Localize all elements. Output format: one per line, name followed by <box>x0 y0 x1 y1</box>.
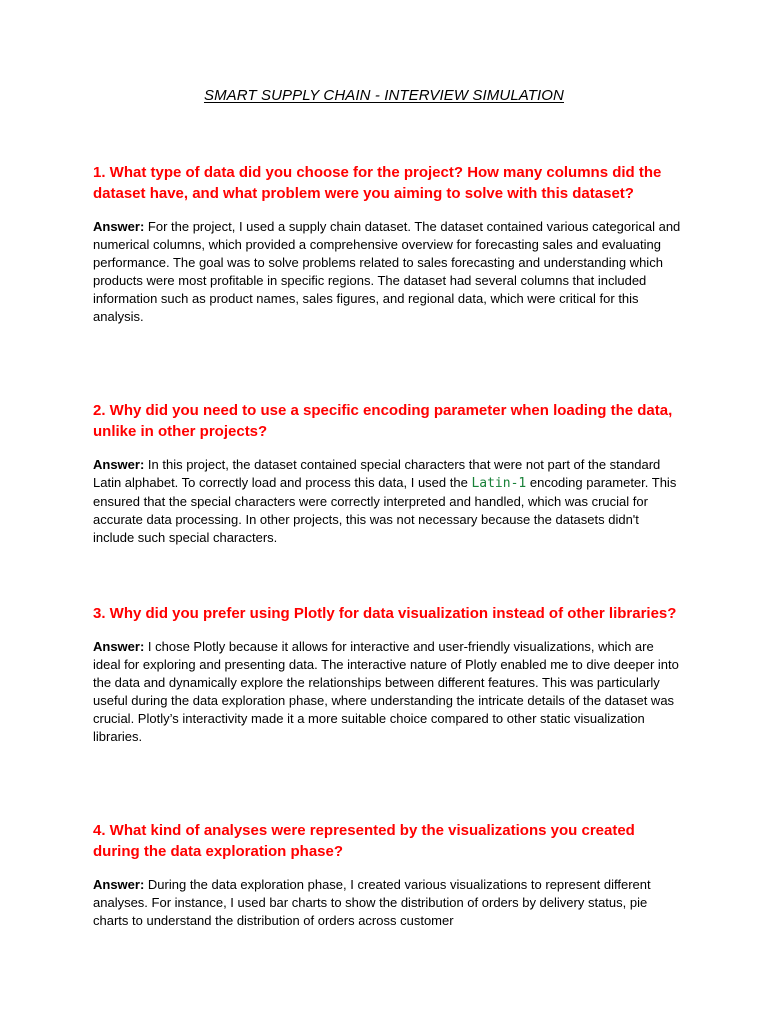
answer-2-text-after: encoding parameter. This ensured that the special characters were correctly interpreted and handled, which was crucial for accurate data processing. In other projects, this was not necessary because the datasets didn't include such special characters. <box>93 475 677 545</box>
question-1: 1. What type of data did you choose for the project? How many columns did the dataset have, and what problem were you aiming to solve with this dataset? <box>93 164 662 202</box>
encoding-code-snippet: Latin-1 <box>471 476 527 491</box>
qa-item-3 <box>93 603 683 746</box>
answer-4-text: During the data exploration phase, I created various visualizations to represent different analyses. For instance, I used bar charts to show the distribution of orders by delivery status, pie charts to understand the distribution of orders across customer <box>93 877 651 928</box>
question-4: 4. What kind of analyses were represented by the visualizations you created during the data exploration phase? <box>93 822 635 860</box>
qa-item-1 <box>93 162 683 326</box>
answer-1 <box>93 218 683 326</box>
answer-4 <box>93 876 683 930</box>
qa-item-4 <box>93 820 683 930</box>
document-title: SMART SUPPLY CHAIN - INTERVIEW SIMULATION <box>203 87 564 104</box>
answer-label: Answer: <box>93 457 145 472</box>
answer-1-text: For the project, I used a supply chain dataset. The dataset contained various categorical and numerical columns, which provided a comprehensive overview for forecasting sales and evaluating performance. The goal was to solve problems related to sales forecasting and understanding which products were most profitable in specific regions. The dataset had several columns that included information such as product names, sales figures, and regional data, which were critical for this analysis. <box>93 219 681 324</box>
answer-3 <box>93 638 683 746</box>
answer-3-text: I chose Plotly because it allows for interactive and user-friendly visualizations, which are ideal for exploring and presenting data. The interactive nature of Plotly enabled me to dive deeper into the data and dynamically explore the relationships between different features. This was particularly useful during the data exploration phase, where understanding the intricate details of the dataset was crucial. Plotly’s interactivity made it a more suitable choice compared to other static visualization libraries. <box>93 639 679 744</box>
question-3: 3. Why did you prefer using Plotly for data visualization instead of other libraries? <box>93 605 677 622</box>
answer-2-text-before: In this project, the dataset contained special characters that were not part of the standard Latin alphabet. To correctly load and process this data, I used the <box>93 457 661 490</box>
answer-2 <box>93 456 683 547</box>
answer-label: Answer: <box>93 877 145 892</box>
qa-item-2 <box>93 400 683 547</box>
question-2: 2. Why did you need to use a specific encoding parameter when loading the data, unlike in other projects? <box>93 402 673 440</box>
answer-label: Answer: <box>93 219 145 234</box>
answer-label: Answer: <box>93 639 145 654</box>
